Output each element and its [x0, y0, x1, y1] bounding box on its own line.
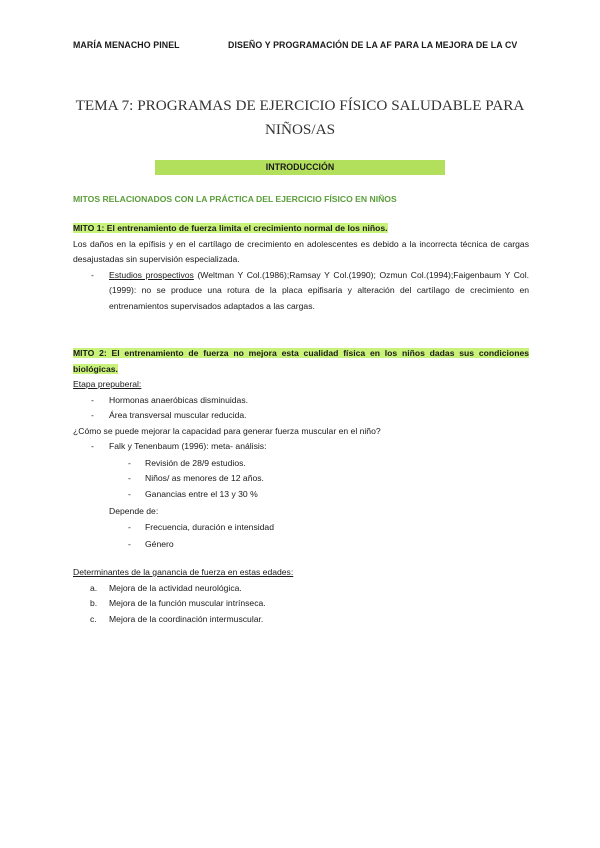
mito-1-block — [73, 221, 529, 314]
depende-item-text: Frecuencia, duración e intensidad — [145, 521, 274, 532]
determinante-text: Mejora de la función muscular intrínseca. — [109, 598, 266, 608]
dash-marker: - — [128, 457, 131, 468]
mito-1-label-text: MITO 1 — [73, 223, 102, 233]
mito-1-bullet-text: (Weltman Y Col.(1986);Ramsay Y Col.(1990); Ozmun Col.(1994);Faigenbaum Y Col.(1999): no se produce una rotura de la placa epifisaria y alteración del cartílago de crecimiento en entrenamientos supervisados adaptados a las cargas. — [109, 269, 530, 311]
list-letter: a. — [90, 582, 98, 593]
dash-marker: - — [91, 441, 94, 451]
list-letter: c. — [90, 613, 97, 624]
intro-heading: INTRODUCCIÓN — [155, 160, 445, 175]
header-course: DISEÑO Y PROGRAMACIÓN DE LA AF PARA LA MEJORA DE LA CV — [228, 40, 518, 50]
falk-item — [73, 439, 529, 455]
etapa-heading: Etapa prepuberal: — [73, 379, 142, 389]
header-author: MARÍA MENACHO PINEL — [73, 40, 180, 50]
determinante-text: Mejora de la actividad neurológica. — [109, 582, 242, 593]
page-header — [73, 40, 527, 54]
falk-text: Falk y Tenenbaum (1996): meta- análisis: — [109, 441, 267, 451]
depende-heading: Depende de: — [109, 506, 159, 516]
etapa-item — [73, 393, 529, 409]
determinante-text: Mejora de la coordinación intermuscular. — [109, 613, 264, 624]
falk-sub-text: Niños/ as menores de 12 años. — [145, 473, 264, 483]
determinante-item — [73, 612, 529, 628]
mito-2-block — [73, 346, 529, 553]
mito-2-heading — [73, 346, 529, 377]
etapa-item — [73, 408, 529, 424]
list-letter: b. — [90, 598, 98, 608]
falk-sub-item — [73, 456, 529, 472]
mito-1-bullet-link: Estudios prospectivos — [109, 269, 194, 280]
mito-1-label — [73, 223, 388, 233]
title-line-2: NIÑOS/AS — [264, 121, 336, 138]
dash-marker: - — [91, 394, 94, 405]
document-title — [60, 94, 540, 142]
falk-sub-text: Ganancias entre el 13 y 30 % — [145, 488, 258, 499]
determinante-item — [73, 581, 529, 597]
dash-marker: - — [128, 473, 131, 483]
determinantes-block — [73, 565, 529, 627]
depende-item-text: Género — [145, 539, 174, 549]
question-text: ¿Cómo se puede mejorar la capacidad para generar fuerza muscular en el niño? — [73, 425, 381, 436]
title-line-1: TEMA 7: PROGRAMAS DE EJERCICIO FÍSICO SALUDABLE PARA — [75, 97, 525, 114]
mito-1-heading — [73, 221, 529, 237]
mito-1-body: Los daños en la epífisis y en el cartílago de crecimiento en adolescentes es debido a la incorrecta técnica de cargas desajustadas sin supervisión especializada. — [73, 238, 529, 264]
mito-1-bullet — [73, 268, 529, 315]
depende-item — [73, 537, 529, 553]
etapa-item-text: Área transversal muscular reducida. — [109, 410, 247, 420]
mito-1-text: : El entrenamiento de fuerza limita el crecimiento normal de los niños. — [101, 223, 388, 233]
falk-sub-item — [73, 487, 529, 503]
dash-marker: - — [128, 488, 131, 499]
dash-marker: - — [128, 521, 131, 532]
falk-sub-item — [73, 471, 529, 487]
depende-item — [73, 520, 529, 536]
section-title: MITOS RELACIONADOS CON LA PRÁCTICA DEL EJERCICIO FÍSICO EN NIÑOS — [73, 194, 397, 204]
dash-marker: - — [91, 410, 94, 420]
determinante-item — [73, 596, 529, 612]
dash-marker: - — [91, 269, 94, 280]
falk-sub-text: Revisión de 28/9 estudios. — [145, 457, 246, 468]
mito-2-text: MITO 2: El entrenamiento de fuerza no mejora esta cualidad física en los niños dadas sus condiciones biológicas. — [73, 348, 529, 374]
dash-marker: - — [128, 539, 131, 549]
determinantes-heading: Determinantes de la ganancia de fuerza en estas edades: — [73, 567, 294, 577]
etapa-item-text: Hormonas anaeróbicas disminuidas. — [109, 394, 249, 405]
